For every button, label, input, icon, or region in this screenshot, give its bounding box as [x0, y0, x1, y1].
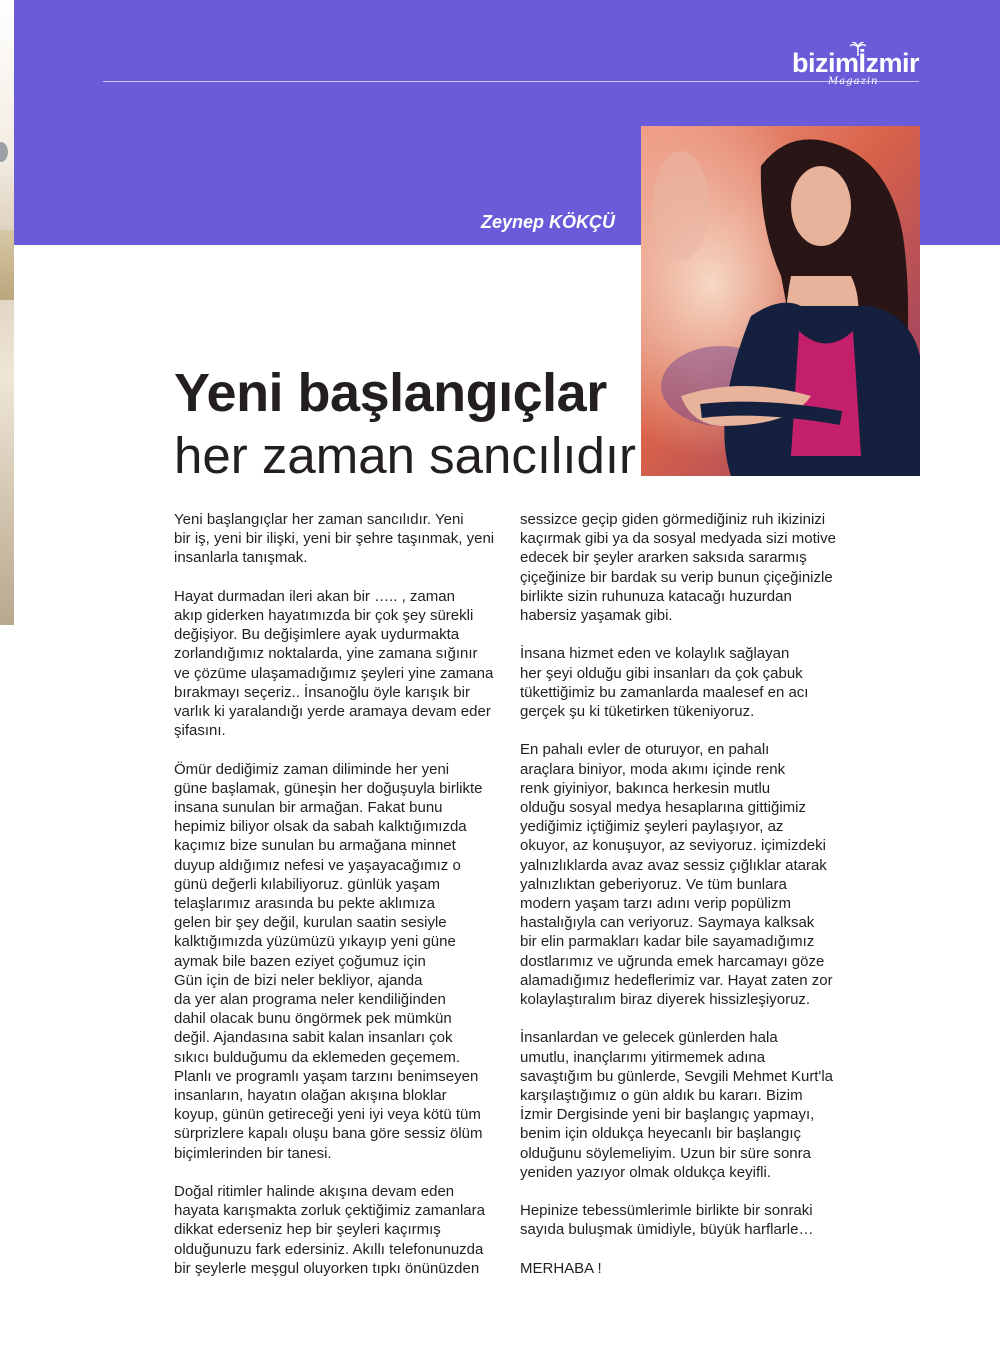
magazine-logo: [792, 48, 922, 92]
paragraph: MERHABA !: [520, 1259, 602, 1277]
title-line-1: Yeni başlangıçlar: [174, 363, 607, 423]
article-column-left: [174, 510, 504, 1278]
side-photo-strip: [0, 0, 14, 625]
decor-disc: [0, 142, 8, 162]
author-portrait-icon: [641, 126, 920, 476]
article-column-right: [520, 510, 850, 1278]
paragraph: Yeni başlangıçlar her zaman sancılıdır. Yeni bir iş, yeni bir ilişki, yeni bir şehre taşınmak, yeni insanlarla tanışmak.: [174, 511, 495, 567]
paragraph: İnsana hizmet eden ve kolaylık sağlayan her şeyi olduğu gibi insanları da çok çabuk tükettiğimiz bu zamanlarda maalesef en acı gerçek şu ki tüketirken tükeniyoruz.: [520, 645, 809, 721]
paragraph: sessizce geçip giden görmediğiniz ruh ikizinizi kaçırmak gibi ya da sosyal medyada sizi motive edecek bir şeyler ararken saksıda sararmış çiçeğinize bir bardak su verip bunun çiçeğinizle birlikte sizin ruhunuza katacağı huzurdan habersiz yaşamak gibi.: [520, 511, 836, 625]
paragraph: En pahalı evler de oturuyor, en pahalı araçlara biniyor, moda akımı içinde renk renk giyiniyor, bakınca herkesin mutlu olduğu sosyal medya hesaplarına gittiğimiz yediğimiz içtiğimiz şeyleri paylaşıyor, az okuyor, az konuşuyor, az seviyoruz. içimizdeki yalnızlıklarda avaz avaz sessiz çığlıklar atarak yalnızlıktan geberiyoruz. Ve tüm bunlara modern yaşam tarzı adını verip popülizm hastalığıyla can veriyoruz. Saymaya kalksak bir elin parmakları kadar bile sayamadığımız dostlarımız ve uğrunda emek harcamayı göze alamadığımız hedeflerimiz var. Hayat zaten zor kolaylaştıralım biraz diyerek hissizleşiyoruz.: [520, 741, 833, 1009]
logo-name: bizimİzmir: [792, 48, 920, 78]
paragraph: Doğal ritimler halinde akışına devam eden hayata karışmakta zorluk çektiğimiz zamanlara dikkat ederseniz hep bir şeyleri kaçırmış olduğunuzu fark edersiniz. Akıllı telefonunuzda bir şeylerle meşgul oluyorken tıpkı önünüzden: [174, 1183, 485, 1277]
decor-frame: [0, 230, 14, 300]
paragraph: İnsanlardan ve gelecek günlerden hala umutlu, inançlarımı yitirmemek adına savaştığım bu günlerde, Sevgili Mehmet Kurt'la karşılaştığımız o gün aldık bu kararı. Bizim İzmir Dergisinde yeni bir başlangıç yapmayı, benim için oldukça heyecanlı bir başlangıç olduğunu söylemeliyim. Uzun bir süre sonra yeniden yazıyor olmak oldukça keyifli.: [520, 1029, 834, 1181]
logo-subtitle: Magazin: [828, 76, 879, 87]
paragraph: Hayat durmadan ileri akan bir ….. , zaman akıp giderken hayatımızda bir çok şey sürekli değişiyor. Bu değişimlere ayak uydurmakta zorlandığımız noktalarda, yine zamana sığınır ve çözüme ulaşamadığımız şeyleri yine zamana bırakmayı seçeriz.. İnsanoğlu öyle karışık bir varlık ki yaralandığı yerde aramaya devam eder şifasını.: [174, 587, 494, 740]
paragraph: Hepinize tebessümlerimle birlikte bir sonraki sayıda buluşmak ümidiyle, büyük harflarle…: [520, 1202, 814, 1239]
author-photo: [641, 126, 920, 476]
author-name: Zeynep KÖKÇÜ: [480, 212, 615, 232]
paragraph: Ömür dediğimiz zaman diliminde her yeni güne başlamak, güneşin her doğuşuyla birlikte insana sunulan bir armağan. Fakat bunu hepimiz biliyor olsak da sabah kalktığımızda kaçımız bize sunulan bu armağana minnet duyup aldığımız nefesi ve yaşayacağımız o günü değerli kılabiliyoruz. günlük yaşam telaşlarımız arasında bu pekte aklımıza gelen bir şey değil, kurulan saatin sesiyle kalktığımızda yüzümüzü yıkayıp yeni güne aymak bile bazen eziyet çoğumuz için Gün için de bizi neler bekliyor, ajanda da yer alan programa neler kendiliğinden dahil olacak bunu öngörmek pek mümkün değil. Ajandasına sabit kalan insanları çok sıkıcı bulduğumu da eklemeden geçemem. Planlı ve programlı yaşam tarzını benimseyen insanların, hayatın olağan akışına bloklar koyup, günün getireceği yeni iyi veya kötü tüm sürprizlere kapalı oluşu bana göre sessiz ölüm biçimlerinden bir tanesi.: [174, 760, 483, 1162]
title-line-2: her zaman sancılıdır: [174, 427, 637, 484]
